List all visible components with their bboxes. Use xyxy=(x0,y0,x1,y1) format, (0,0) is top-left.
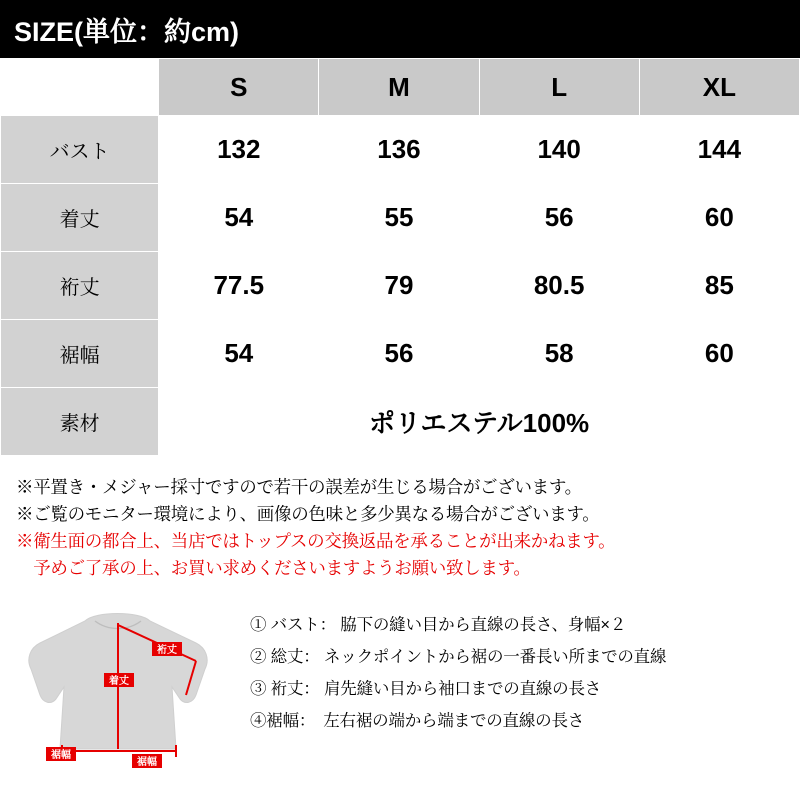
diagram-label-hem-right-text: 裾幅 xyxy=(137,756,157,768)
diagram-label-hem-left xyxy=(46,747,76,761)
diagram-label-hem-right xyxy=(132,754,162,768)
legend-item-total-length: ② 総丈： ネックポイントから裾の一番長い所までの直線 xyxy=(250,647,667,666)
table-header-m: M xyxy=(319,59,479,116)
note-line-4: 予めご了承の上、お買い求めくださいますようお願い致します。 xyxy=(16,558,531,579)
table-row xyxy=(1,320,800,388)
cell-bust-xl: 144 xyxy=(639,116,799,184)
cell-length-s: 54 xyxy=(159,184,319,252)
table-header-row xyxy=(1,59,800,116)
row-label-length: 着丈 xyxy=(1,184,159,252)
table-header-s: S xyxy=(159,59,319,116)
note-line-2: ※ご覧のモニター環境により、画像の色味と多少異なる場合がございます。 xyxy=(16,504,600,525)
cell-bust-m: 136 xyxy=(319,116,479,184)
legend-item-bust: ① バスト： 脇下の縫い目から直線の長さ、身幅×２ xyxy=(250,615,627,634)
table-row xyxy=(1,252,800,320)
cell-material-value: ポリエステル100% xyxy=(159,388,800,456)
cell-sleeve-xl: 85 xyxy=(639,252,799,320)
legend-item-sleeve: ③ 裄丈： 肩先縫い目から袖口までの直線の長さ xyxy=(250,679,602,698)
cell-length-xl: 60 xyxy=(639,184,799,252)
cell-bust-s: 132 xyxy=(159,116,319,184)
diagram-label-sleeve-text: 裄丈 xyxy=(157,644,177,656)
cell-hem-l: 58 xyxy=(479,320,639,388)
row-label-sleeve: 裄丈 xyxy=(1,252,159,320)
table-header-l: L xyxy=(479,59,639,116)
table-row xyxy=(1,184,800,252)
diagram-label-length xyxy=(104,673,134,687)
legend-item-hem: ④裾幅： 左右裾の端から端までの直線の長さ xyxy=(250,712,585,731)
row-label-hem: 裾幅 xyxy=(1,320,159,388)
table-header-xl: XL xyxy=(639,59,799,116)
table-row-material xyxy=(1,388,800,456)
notes-block xyxy=(0,456,800,583)
cell-sleeve-s: 77.5 xyxy=(159,252,319,320)
cell-bust-l: 140 xyxy=(479,116,639,184)
diagram-label-hem-left-text: 裾幅 xyxy=(51,749,71,761)
cell-hem-xl: 60 xyxy=(639,320,799,388)
cell-length-m: 55 xyxy=(319,184,479,252)
cell-sleeve-m: 79 xyxy=(319,252,479,320)
cell-length-l: 56 xyxy=(479,184,639,252)
note-line-1: ※平置き・メジャー採寸ですので若干の誤差が生じる場合がございます。 xyxy=(16,477,582,497)
cell-hem-s: 54 xyxy=(159,320,319,388)
garment-illustration-svg xyxy=(0,599,250,779)
cell-sleeve-l: 80.5 xyxy=(479,252,639,320)
page-title-bar xyxy=(0,0,800,58)
table-header-blank xyxy=(1,59,159,116)
garment-diagram xyxy=(0,599,250,779)
page-title: SIZE(単位：約cm) xyxy=(14,16,240,47)
measurement-guide xyxy=(0,583,800,779)
size-table xyxy=(0,58,800,456)
cell-hem-m: 56 xyxy=(319,320,479,388)
row-label-material: 素材 xyxy=(1,388,159,456)
measurement-legend xyxy=(250,599,800,779)
diagram-label-sleeve xyxy=(152,642,182,656)
row-label-bust: バスト xyxy=(1,116,159,184)
table-row xyxy=(1,116,800,184)
diagram-label-length-text: 着丈 xyxy=(109,675,129,687)
note-line-3: ※衛生面の都合上、当店ではトップスの交換返品を承ることが出来かねます。 xyxy=(16,531,616,552)
